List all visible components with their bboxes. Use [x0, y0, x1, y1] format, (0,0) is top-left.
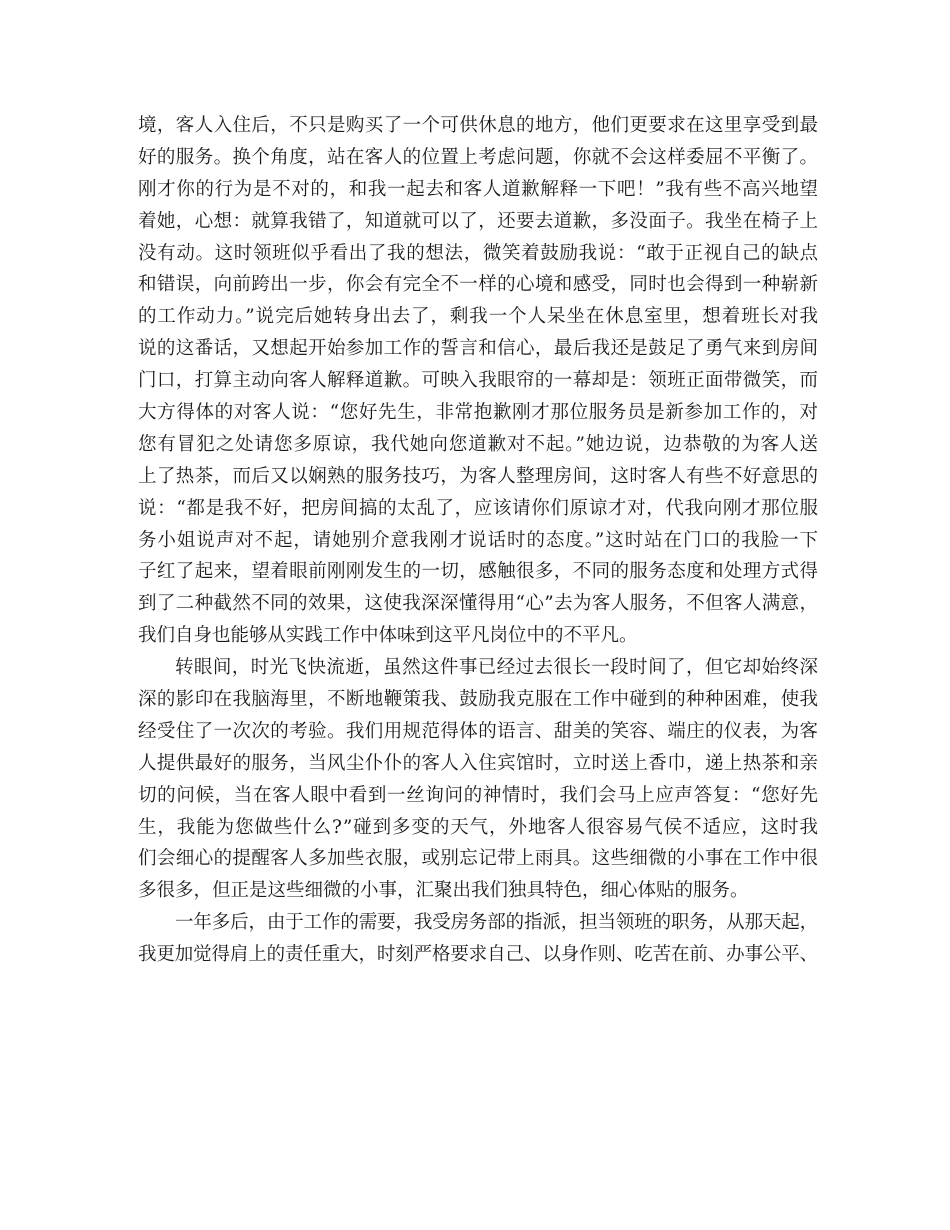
- text-line: 切的问候，当在客人眼中看到一丝询问的神情时，我们会马上应声答复：“您好先: [138, 784, 819, 806]
- text-line: 一年多后，由于工作的需要，我受房务部的指派，担当领班的职务，从那天起，: [175, 912, 818, 934]
- text-line: 到了二种截然不同的效果，这使我深深懂得用“心”去为客人服务，不但客人满意，: [138, 593, 819, 615]
- text-line: 上了热茶，而后又以娴熟的服务技巧，为客人整理房间，这时客人有些不好意思的: [138, 465, 819, 487]
- document-body: [138, 110, 818, 971]
- text-line: 说的这番话，又想起开始参加工作的誓言和信心，最后我还是鼓足了勇气来到房间: [138, 338, 819, 360]
- text-line: 我们自身也能够从实践工作中体味到这平凡岗位中的不平凡。: [138, 625, 638, 647]
- text-line: 门口，打算主动向客人解释道歉。可映入我眼帘的一幕却是：领班正面带微笑，而: [138, 370, 819, 392]
- text-line: 生，我能为您做些什么?”碰到多变的天气，外地客人很容易气侯不适应，这时我: [138, 816, 819, 838]
- text-line: 经受住了一次次的考验。我们用规范得体的语言、甜美的笑容、端庄的仪表，为客: [138, 720, 819, 742]
- text-line: 转眼间，时光飞快流逝，虽然这件事已经过去很长一段时间了，但它却始终深: [175, 657, 819, 679]
- text-line: 我更加觉得肩上的责任重大，时刻严格要求自己、以身作则、吃苦在前、办事公平、: [138, 944, 818, 966]
- text-line: 深的影印在我脑海里，不断地鞭策我、鼓励我克服在工作中碰到的种种困难，使我: [138, 689, 819, 711]
- text-line: 人提供最好的服务，当风尘仆仆的客人入住宾馆时，立时送上香巾，递上热茶和亲: [138, 752, 819, 774]
- text-line: 说：“都是我不好，把房间搞的太乱了，应该请你们原谅才对，代我向刚才那位服: [138, 497, 819, 519]
- text-line: 着她，心想：就算我错了，知道就可以了，还要去道歉，多没面子。我坐在椅子上: [138, 210, 819, 232]
- text-line: 多很多，但正是这些细微的小事，汇聚出我们独具特色，细心体贴的服务。: [138, 880, 749, 902]
- text-line: 境，客人入住后，不只是购买了一个可供休息的地方，他们更要求在这里享受到最: [138, 115, 819, 136]
- text-line: 的工作动力。”说完后她转身出去了，剩我一个人呆坐在休息室里，想着班长对我: [138, 306, 819, 328]
- text-line: 大方得体的对客人说：“您好先生，非常抱歉刚才那位服务员是新参加工作的，对: [138, 402, 819, 424]
- text-line: 们会细心的提醒客人多加些衣服，或别忘记带上雨具。这些细微的小事在工作中很: [138, 848, 819, 870]
- text-line: 务小姐说声对不起，请她别介意我刚才说话时的态度。”这时站在门口的我脸一下: [138, 529, 819, 551]
- text-line: 子红了起来，望着眼前刚刚发生的一切，感触很多，不同的服务态度和处理方式得: [138, 561, 819, 583]
- text-line: 您有冒犯之处请您多原谅，我代她向您道歉对不起。”她边说，边恭敬的为客人送: [138, 433, 819, 455]
- text-line: 和错误，向前跨出一步，你会有完全不一样的心境和感受，同时也会得到一种崭新: [138, 274, 819, 296]
- text-line: 好的服务。换个角度，站在客人的位置上考虑问题，你就不会这样委屈不平衡了。: [138, 146, 819, 168]
- text-line: 没有动。这时领班似乎看出了我的想法，微笑着鼓励我说：“敢于正视自己的缺点: [138, 242, 819, 264]
- text-line: 刚才你的行为是不对的，和我一起去和客人道歉解释一下吧！”我有些不高兴地望: [138, 178, 819, 200]
